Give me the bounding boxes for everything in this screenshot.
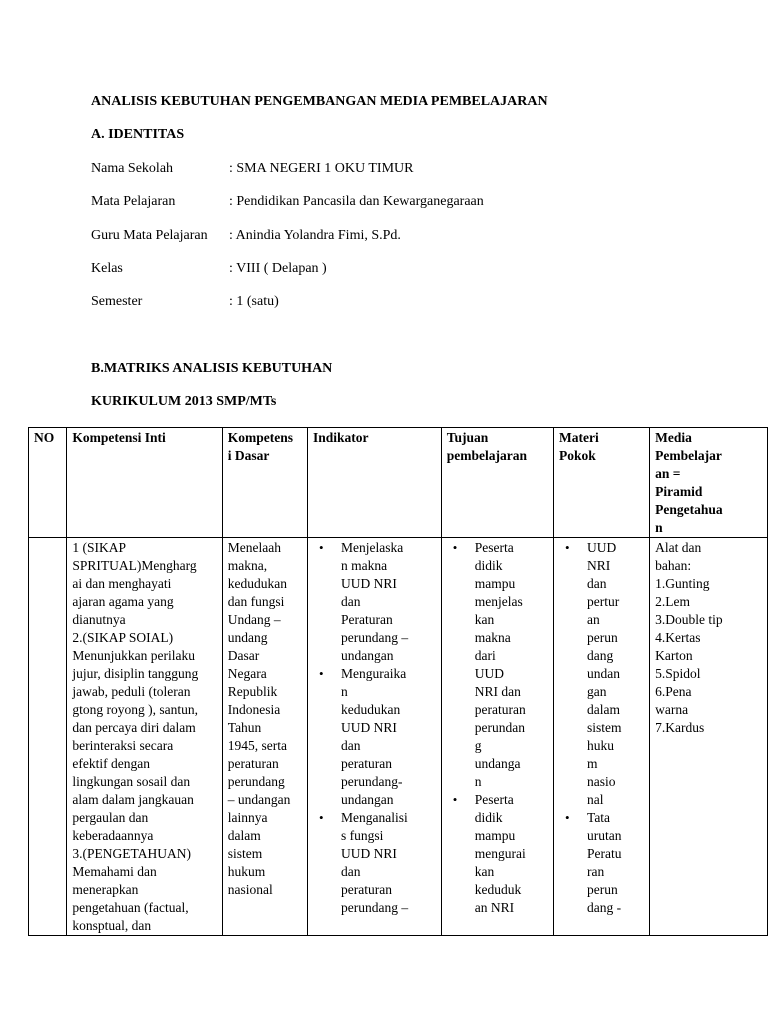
bullet-icon: •: [452, 540, 458, 555]
indikator-item-3: Menganalisi s fungsi UUD NRI dan peraturan perundang –: [341, 810, 409, 915]
bullet-icon: •: [319, 540, 324, 555]
identity-label-class: Kelas: [91, 261, 123, 276]
materi-list: [559, 539, 644, 917]
curriculum-heading: KURIKULUM 2013 SMP/MTs: [91, 394, 277, 409]
cell-kompetensi-inti: 1 (SIKAP SPRITUAL)Mengharg ai dan menghayati ajaran agama yang dianutnya 2.(SIKAP SOIAL) Menunjukkan perilaku jujur, disiplin tanggung jawab, peduli (toleran gtong royong ), santun, dan percaya diri dalam berinteraksi secara efektif dengan lingkungan sosail dan alam dalam jangkauan pergaulan dan keberadaannya 3.(PENGETAHUAN) Memahami dan menerapkan pengetahuan (factual, konsptual, dan: [67, 538, 222, 936]
cell-kompetensi-dasar: Menelaah makna, kedudukan dan fungsi Undang – undang Dasar Negara Republik Indonesia Tahun 1945, serta peraturan perundang – undangan lainnya dalam sistem hukum nasional: [222, 538, 307, 936]
table-row: [29, 538, 768, 936]
section-a-heading: A. IDENTITAS: [91, 127, 185, 142]
bullet-icon: •: [319, 810, 324, 825]
identity-value-subject: : Pendidikan Pancasila dan Kewarganegaraan: [229, 194, 484, 209]
header-tujuan-pembelajaran: Tujuan pembelajaran: [441, 428, 553, 538]
header-media-pembelajaran: Media Pembelajar an = Piramid Pengetahua n: [650, 428, 768, 538]
header-kompetensi-dasar: Kompetens i Dasar: [222, 428, 307, 538]
cell-tujuan-pembelajaran: [441, 538, 553, 936]
materi-item-2: Tata urutan Peratu ran perun dang -: [587, 810, 622, 915]
cell-indikator: [308, 538, 442, 936]
header-no: NO: [29, 428, 67, 538]
indikator-item-2: Menguraika n kedudukan UUD NRI dan peraturan perundang- undangan: [341, 666, 407, 807]
document-title: ANALISIS KEBUTUHAN PENGEMBANGAN MEDIA PEMBELAJARAN: [91, 94, 548, 109]
cell-media-pembelajaran: Alat dan bahan: 1.Gunting 2.Lem 3.Double tip 4.Kertas Karton 5.Spidol 6.Pena warna 7.Kardus: [650, 538, 768, 936]
list-item: [559, 809, 644, 917]
analysis-matrix-table: [28, 427, 768, 936]
list-item: [447, 539, 548, 791]
cell-no: [29, 538, 67, 936]
indikator-item-1: Menjelaska n makna UUD NRI dan Peraturan perundang – undangan: [341, 540, 409, 663]
materi-item-1: UUD NRI dan pertur an perun dang undan gan dalam sistem huku m nasio nal: [587, 540, 622, 807]
tujuan-item-2: Peserta didik mampu mengurai kan keduduk an NRI: [474, 792, 526, 915]
identity-label-teacher: Guru Mata Pelajaran: [91, 228, 208, 243]
identity-value-semester: : 1 (satu): [229, 294, 279, 309]
identity-value-school: : SMA NEGERI 1 OKU TIMUR: [229, 161, 414, 176]
cell-materi-pokok: [554, 538, 650, 936]
tujuan-list: [447, 539, 548, 917]
header-materi-pokok: Materi Pokok: [554, 428, 650, 538]
indikator-list: [313, 539, 436, 917]
bullet-icon: •: [452, 792, 458, 807]
table-header-row: [29, 428, 768, 538]
identity-label-school: Nama Sekolah: [91, 161, 174, 176]
header-kompetensi-inti: Kompetensi Inti: [67, 428, 222, 538]
identity-value-class: : VIII ( Delapan ): [229, 261, 327, 276]
list-item: [313, 809, 436, 917]
header-indikator: Indikator: [308, 428, 442, 538]
identity-label-semester: Semester: [91, 294, 143, 309]
identity-value-teacher: : Anindia Yolandra Fimi, S.Pd.: [229, 228, 401, 243]
section-b-heading: B.MATRIKS ANALISIS KEBUTUHAN: [91, 361, 333, 376]
bullet-icon: •: [565, 810, 570, 825]
list-item: [559, 539, 644, 809]
identity-label-subject: Mata Pelajaran: [91, 194, 176, 209]
tujuan-item-1: Peserta didik mampu menjelas kan makna dari UUD NRI dan peraturan perundan g undanga n: [474, 540, 526, 789]
bullet-icon: •: [565, 540, 570, 555]
list-item: [447, 791, 548, 917]
list-item: [313, 539, 436, 665]
bullet-icon: •: [319, 666, 324, 681]
list-item: [313, 665, 436, 809]
